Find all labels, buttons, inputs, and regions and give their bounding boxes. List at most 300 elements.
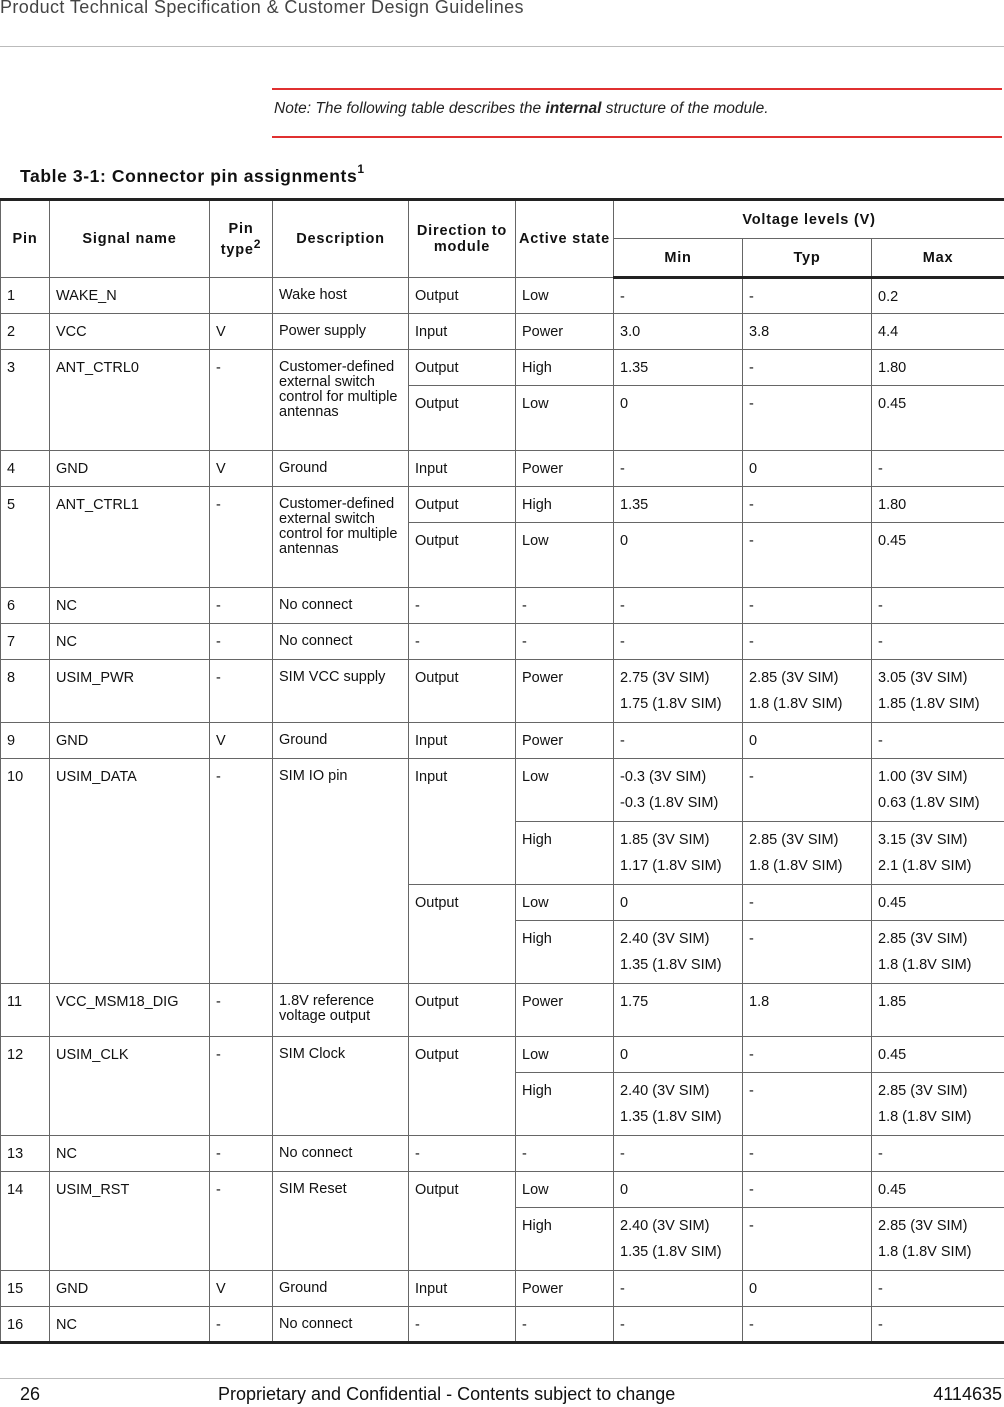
pin-type-cell	[210, 660, 273, 723]
min-cell-text: 0	[620, 386, 736, 412]
max-cell-text: -	[878, 1271, 998, 1297]
description-cell-text: Power supply	[279, 314, 402, 339]
caption-footnote: 1	[357, 162, 364, 176]
min-cell-text: 0	[620, 523, 736, 549]
header-pin: Pin	[1, 200, 50, 278]
min-cell-text: 1.35	[620, 350, 736, 376]
direction-cell-text: Output	[415, 487, 509, 513]
pin-cell-text: 8	[7, 660, 43, 686]
description-cell	[273, 314, 409, 350]
active-state-cell	[516, 451, 614, 487]
signal-cell-text: NC	[56, 624, 203, 650]
active-state-cell-text: Low	[522, 523, 607, 549]
direction-cell-text: Output	[415, 1172, 509, 1198]
direction-cell-text: Output	[415, 1037, 509, 1063]
active-state-cell	[516, 759, 614, 822]
pin-type-cell-text: -	[216, 660, 266, 686]
direction-cell	[409, 487, 516, 523]
pin-type-cell-text: -	[216, 624, 266, 650]
typ-cell-text: -	[749, 386, 865, 412]
active-state-cell-text: High	[522, 921, 607, 947]
min-cell-text: 2.40 (3V SIM) 1.35 (1.8V SIM)	[620, 1203, 736, 1265]
description-cell	[273, 278, 409, 314]
page-header	[0, 0, 1004, 47]
table-row	[1, 451, 1004, 487]
description-cell	[273, 487, 409, 588]
min-cell	[614, 386, 743, 451]
active-state-cell-text: Low	[522, 1037, 607, 1063]
pin-cell	[1, 314, 50, 350]
direction-cell-text: Input	[415, 314, 509, 340]
max-cell	[872, 1307, 1004, 1343]
document-number: 4114635	[933, 1384, 1002, 1405]
typ-cell	[743, 822, 872, 885]
signal-cell	[50, 1307, 210, 1343]
typ-cell-text: 0	[749, 1271, 865, 1297]
description-cell	[273, 723, 409, 759]
min-cell	[614, 350, 743, 386]
typ-cell	[743, 278, 872, 314]
active-state-cell-text: Low	[522, 278, 607, 304]
min-cell-text: 0	[620, 1172, 736, 1198]
active-state-cell	[516, 885, 614, 921]
page-footer	[0, 1378, 1004, 1407]
direction-cell	[409, 1271, 516, 1307]
pin-cell-text: 15	[7, 1271, 43, 1297]
active-state-cell-text: Power	[522, 723, 607, 749]
signal-cell-text: USIM_PWR	[56, 660, 203, 686]
pin-cell-text: 7	[7, 624, 43, 650]
typ-cell-text: -	[749, 588, 865, 614]
max-cell-text: 0.2	[878, 279, 998, 305]
min-cell	[614, 1136, 743, 1172]
max-cell-text: 0.45	[878, 885, 998, 911]
header-pin-type-footnote: 2	[254, 237, 262, 251]
table-row	[1, 660, 1004, 723]
pin-cell-text: 2	[7, 314, 43, 340]
typ-cell-text: -	[749, 279, 865, 305]
min-cell	[614, 822, 743, 885]
direction-cell	[409, 723, 516, 759]
pin-cell-text: 5	[7, 487, 43, 513]
signal-cell	[50, 1172, 210, 1271]
min-cell	[614, 278, 743, 314]
direction-cell	[409, 984, 516, 1037]
max-cell-text: -	[878, 723, 998, 749]
typ-cell-text: -	[749, 916, 865, 952]
pin-cell-text: 13	[7, 1136, 43, 1162]
typ-cell	[743, 1136, 872, 1172]
active-state-cell	[516, 1307, 614, 1343]
pin-type-cell-text: -	[216, 984, 266, 1010]
max-cell	[872, 921, 1004, 984]
max-cell	[872, 451, 1004, 487]
page-number: 26	[20, 1384, 40, 1405]
table-body	[1, 278, 1004, 1343]
max-cell	[872, 822, 1004, 885]
signal-cell-text: GND	[56, 1271, 203, 1297]
description-cell-text: 1.8V reference voltage output	[279, 984, 402, 1024]
typ-cell-text: -	[749, 523, 865, 549]
description-cell-text: Customer-defined external switch control for multiple antennas	[279, 487, 402, 557]
pin-cell	[1, 1172, 50, 1271]
active-state-cell-text: -	[522, 1136, 607, 1162]
max-cell-text: 1.85	[878, 984, 998, 1010]
pin-cell	[1, 1271, 50, 1307]
pin-cell-text: 3	[7, 350, 43, 376]
pin-cell	[1, 1307, 50, 1343]
pin-type-cell	[210, 487, 273, 588]
max-cell	[872, 278, 1004, 314]
min-cell	[614, 660, 743, 723]
active-state-cell-text: High	[522, 1208, 607, 1234]
pin-cell	[1, 487, 50, 588]
direction-cell	[409, 350, 516, 386]
description-cell	[273, 660, 409, 723]
typ-cell	[743, 1307, 872, 1343]
min-cell-text: -	[620, 451, 736, 477]
description-cell-text: Ground	[279, 1271, 402, 1296]
table-row	[1, 487, 1004, 523]
signal-cell	[50, 314, 210, 350]
min-cell-text: 1.35	[620, 487, 736, 513]
max-cell-text: -	[878, 588, 998, 614]
table-row	[1, 350, 1004, 386]
pin-cell	[1, 588, 50, 624]
min-cell	[614, 451, 743, 487]
description-cell	[273, 588, 409, 624]
active-state-cell-text: High	[522, 350, 607, 376]
min-cell-text: -	[620, 1136, 736, 1162]
description-cell-text: No connect	[279, 1136, 402, 1161]
direction-cell	[409, 1037, 516, 1136]
typ-cell-text: -	[749, 1203, 865, 1239]
min-cell-text: 1.75	[620, 984, 736, 1010]
description-cell-text: SIM Clock	[279, 1037, 402, 1062]
active-state-cell-text: Low	[522, 885, 607, 911]
signal-cell-text: NC	[56, 1136, 203, 1162]
min-cell	[614, 921, 743, 984]
pin-type-cell	[210, 278, 273, 314]
max-cell-text: 0.45	[878, 523, 998, 549]
typ-cell-text: 3.8	[749, 314, 865, 340]
typ-cell	[743, 759, 872, 822]
min-cell-text: -	[620, 588, 736, 614]
max-cell-text: 0.45	[878, 1172, 998, 1198]
note-box	[272, 88, 1002, 138]
min-cell-text: 2.75 (3V SIM) 1.75 (1.8V SIM)	[620, 655, 736, 717]
direction-cell	[409, 588, 516, 624]
typ-cell-text: 2.85 (3V SIM) 1.8 (1.8V SIM)	[749, 817, 865, 879]
max-cell-text: 1.80	[878, 350, 998, 376]
typ-cell-text: -	[749, 624, 865, 650]
pin-type-cell	[210, 723, 273, 759]
max-cell-text: 0.45	[878, 1037, 998, 1063]
active-state-cell-text: High	[522, 822, 607, 848]
description-cell	[273, 1172, 409, 1271]
direction-cell-text: Output	[415, 278, 509, 304]
active-state-cell	[516, 314, 614, 350]
direction-cell	[409, 278, 516, 314]
typ-cell-text: 2.85 (3V SIM) 1.8 (1.8V SIM)	[749, 655, 865, 717]
typ-cell	[743, 588, 872, 624]
header-description: Description	[273, 200, 409, 278]
pin-cell-text: 12	[7, 1037, 43, 1063]
pin-cell	[1, 723, 50, 759]
pin-cell-text: 11	[7, 984, 43, 1010]
active-state-cell	[516, 350, 614, 386]
pin-type-cell-text: -	[216, 588, 266, 614]
min-cell-text: -	[620, 279, 736, 305]
signal-cell	[50, 660, 210, 723]
direction-cell-text: Output	[415, 350, 509, 376]
pin-type-cell	[210, 1172, 273, 1271]
pin-cell	[1, 984, 50, 1037]
description-cell-text: Wake host	[279, 278, 402, 303]
max-cell-text: -	[878, 1136, 998, 1162]
pin-type-cell-text: -	[216, 1172, 266, 1198]
pin-type-cell-text: V	[216, 723, 266, 749]
signal-cell	[50, 1136, 210, 1172]
description-cell-text: Ground	[279, 723, 402, 748]
table-caption	[20, 164, 365, 187]
typ-cell-text: -	[749, 885, 865, 911]
typ-cell	[743, 487, 872, 523]
pin-type-cell-text: -	[216, 350, 266, 376]
active-state-cell	[516, 984, 614, 1037]
max-cell-text: -	[878, 1307, 998, 1333]
max-cell	[872, 660, 1004, 723]
direction-cell	[409, 660, 516, 723]
description-cell-text: Customer-defined external switch control for multiple antennas	[279, 350, 402, 420]
pin-cell-text: 1	[7, 278, 43, 304]
direction-cell-text: Input	[415, 451, 509, 477]
signal-cell-text: WAKE_N	[56, 278, 203, 304]
active-state-cell-text: -	[522, 1307, 607, 1333]
max-cell-text: 3.15 (3V SIM) 2.1 (1.8V SIM)	[878, 817, 998, 879]
max-cell	[872, 588, 1004, 624]
pin-cell-text: 4	[7, 451, 43, 477]
signal-cell-text: USIM_RST	[56, 1172, 203, 1198]
active-state-cell-text: Power	[522, 984, 607, 1010]
description-cell-text: Ground	[279, 451, 402, 476]
signal-cell	[50, 1037, 210, 1136]
direction-cell-text: Input	[415, 1271, 509, 1297]
note-suffix: structure of the module.	[601, 100, 768, 117]
direction-cell	[409, 523, 516, 588]
direction-cell-text: Output	[415, 885, 509, 911]
typ-cell-text: 1.8	[749, 984, 865, 1010]
description-cell	[273, 1037, 409, 1136]
direction-cell-text: Output	[415, 984, 509, 1010]
pin-type-cell-text: -	[216, 487, 266, 513]
pin-type-cell-text: -	[216, 1307, 266, 1333]
max-cell-text: 4.4	[878, 314, 998, 340]
typ-cell-text: -	[749, 1136, 865, 1162]
max-cell-text: 2.85 (3V SIM) 1.8 (1.8V SIM)	[878, 1203, 998, 1265]
max-cell	[872, 487, 1004, 523]
max-cell-text: 0.45	[878, 386, 998, 412]
document-title: Product Technical Specification & Customer Design Guidelines	[0, 0, 524, 18]
pin-type-cell	[210, 314, 273, 350]
active-state-cell-text: Power	[522, 314, 607, 340]
footer-confidential: Proprietary and Confidential - Contents subject to change	[218, 1384, 675, 1405]
typ-cell-text: -	[749, 350, 865, 376]
direction-cell	[409, 885, 516, 984]
pin-type-cell	[210, 624, 273, 660]
direction-cell	[409, 624, 516, 660]
description-cell-text: SIM Reset	[279, 1172, 402, 1197]
active-state-cell-text: -	[522, 624, 607, 650]
direction-cell-text: -	[415, 1307, 509, 1333]
min-cell	[614, 1307, 743, 1343]
table-row	[1, 984, 1004, 1037]
signal-cell-text: USIM_CLK	[56, 1037, 203, 1063]
table-row	[1, 314, 1004, 350]
max-cell	[872, 523, 1004, 588]
pin-type-cell-text: V	[216, 1271, 266, 1297]
signal-cell	[50, 451, 210, 487]
max-cell	[872, 1271, 1004, 1307]
pin-type-cell-text: V	[216, 314, 266, 340]
min-cell	[614, 314, 743, 350]
max-cell-text: 1.80	[878, 487, 998, 513]
description-cell	[273, 1136, 409, 1172]
min-cell	[614, 759, 743, 822]
description-cell	[273, 1271, 409, 1307]
description-cell	[273, 984, 409, 1037]
signal-cell	[50, 624, 210, 660]
header-max: Max	[872, 239, 1004, 278]
typ-cell	[743, 1271, 872, 1307]
min-cell-text: 3.0	[620, 314, 736, 340]
active-state-cell-text: Low	[522, 759, 607, 785]
active-state-cell	[516, 487, 614, 523]
typ-cell-text: -	[749, 1172, 865, 1198]
active-state-cell-text: Power	[522, 1271, 607, 1297]
direction-cell	[409, 1136, 516, 1172]
max-cell	[872, 1136, 1004, 1172]
max-cell-text: 3.05 (3V SIM) 1.85 (1.8V SIM)	[878, 655, 998, 717]
max-cell	[872, 350, 1004, 386]
typ-cell	[743, 314, 872, 350]
active-state-cell	[516, 921, 614, 984]
header-direction: Direction to module	[409, 200, 516, 278]
min-cell-text: 2.40 (3V SIM) 1.35 (1.8V SIM)	[620, 1068, 736, 1130]
description-cell-text: SIM VCC supply	[279, 660, 402, 685]
header-typ: Typ	[743, 239, 872, 278]
pin-cell	[1, 660, 50, 723]
min-cell-text: -	[620, 1271, 736, 1297]
description-cell	[273, 624, 409, 660]
max-cell	[872, 314, 1004, 350]
direction-cell-text: Input	[415, 759, 509, 785]
signal-cell	[50, 723, 210, 759]
active-state-cell	[516, 1208, 614, 1271]
note-emphasis: internal	[545, 100, 601, 117]
pin-type-cell	[210, 1271, 273, 1307]
table-row	[1, 759, 1004, 822]
typ-cell	[743, 386, 872, 451]
max-cell-text: 1.00 (3V SIM) 0.63 (1.8V SIM)	[878, 754, 998, 816]
direction-cell	[409, 386, 516, 451]
max-cell-text: -	[878, 451, 998, 477]
max-cell	[872, 1208, 1004, 1271]
signal-cell	[50, 487, 210, 588]
active-state-cell-text: -	[522, 588, 607, 614]
pin-cell-text: 14	[7, 1172, 43, 1198]
direction-cell-text: Output	[415, 660, 509, 686]
signal-cell-text: GND	[56, 451, 203, 477]
pin-type-cell	[210, 1037, 273, 1136]
signal-cell-text: GND	[56, 723, 203, 749]
active-state-cell	[516, 660, 614, 723]
header-pin-type	[210, 200, 273, 278]
min-cell-text: 1.85 (3V SIM) 1.17 (1.8V SIM)	[620, 817, 736, 879]
min-cell-text: 0	[620, 885, 736, 911]
pin-type-cell	[210, 1136, 273, 1172]
pin-cell-text: 9	[7, 723, 43, 749]
active-state-cell-text: Low	[522, 386, 607, 412]
typ-cell-text: -	[749, 1037, 865, 1063]
pin-type-cell-text: V	[216, 451, 266, 477]
min-cell-text: -	[620, 723, 736, 749]
active-state-cell	[516, 723, 614, 759]
pin-cell	[1, 278, 50, 314]
description-cell	[273, 759, 409, 984]
pin-type-cell	[210, 588, 273, 624]
active-state-cell	[516, 822, 614, 885]
pin-cell-text: 16	[7, 1307, 43, 1333]
pin-type-cell	[210, 1307, 273, 1343]
header-active-state: Active state	[516, 200, 614, 278]
signal-cell-text: ANT_CTRL0	[56, 350, 203, 376]
header-voltage-levels: Voltage levels (V)	[614, 200, 1004, 239]
min-cell	[614, 588, 743, 624]
active-state-cell-text: Low	[522, 1172, 607, 1198]
min-cell	[614, 523, 743, 588]
typ-cell-text: -	[749, 1068, 865, 1104]
pin-assignment-table	[0, 198, 1004, 1344]
caption-text: Table 3-1: Connector pin assignments	[20, 166, 357, 186]
max-cell	[872, 1073, 1004, 1136]
typ-cell	[743, 1208, 872, 1271]
description-cell-text: No connect	[279, 588, 402, 613]
active-state-cell	[516, 278, 614, 314]
note-prefix: Note: The following table describes the	[274, 100, 545, 117]
direction-cell	[409, 1307, 516, 1343]
min-cell-text: 0	[620, 1037, 736, 1063]
signal-cell-text: VCC	[56, 314, 203, 340]
max-cell	[872, 984, 1004, 1037]
signal-cell	[50, 984, 210, 1037]
active-state-cell-text: Power	[522, 660, 607, 686]
active-state-cell-text: Power	[522, 451, 607, 477]
pin-cell	[1, 350, 50, 451]
typ-cell	[743, 660, 872, 723]
table-row	[1, 588, 1004, 624]
min-cell-text: -	[620, 1307, 736, 1333]
typ-cell-text: 0	[749, 723, 865, 749]
min-cell	[614, 487, 743, 523]
pin-type-cell-text: -	[216, 759, 266, 785]
pin-type-cell-text	[216, 278, 266, 288]
pin-cell-text: 10	[7, 759, 43, 785]
active-state-cell-text: High	[522, 487, 607, 513]
table-row	[1, 1271, 1004, 1307]
min-cell	[614, 1208, 743, 1271]
typ-cell	[743, 921, 872, 984]
